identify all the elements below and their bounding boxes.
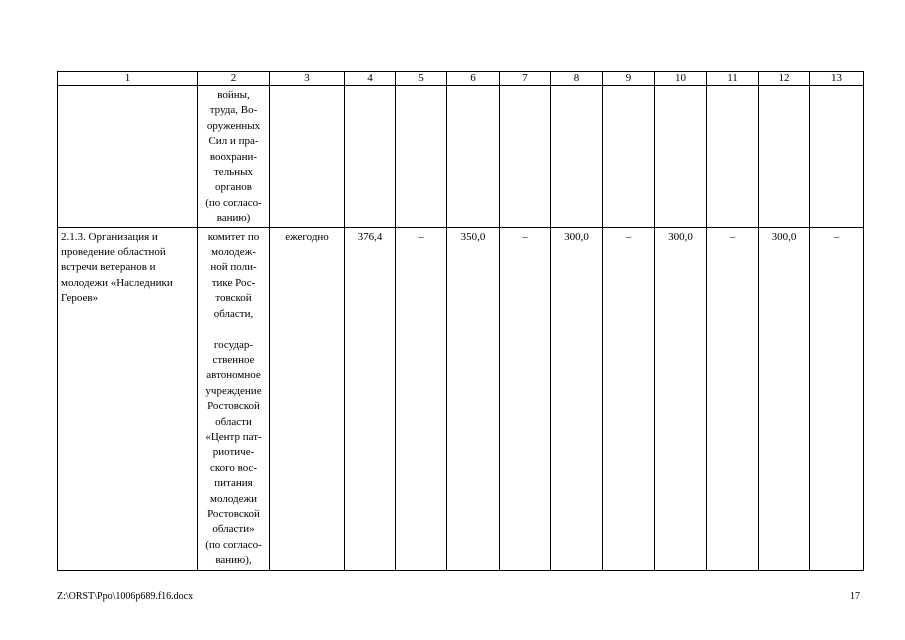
column-header: 9	[603, 72, 655, 86]
file-path: Z:\ORST\Ppo\1006p689.f16.docx	[57, 591, 194, 602]
column-header: 11	[707, 72, 759, 86]
value-cell: 376,4	[345, 227, 396, 570]
value-cell	[345, 86, 396, 228]
page-number: 17	[850, 591, 860, 602]
executor-cell: войны, труда, Во- оруженных Сил и пра- воохрани- тельных органов (по согласо- ванию)	[198, 86, 270, 228]
value-cell	[396, 86, 447, 228]
value-cell: 350,0	[447, 227, 500, 570]
column-header: 2	[198, 72, 270, 86]
column-header: 12	[759, 72, 810, 86]
term-cell	[270, 86, 345, 228]
value-cell	[500, 86, 551, 228]
value-cell	[655, 86, 707, 228]
value-cell	[759, 86, 810, 228]
column-header: 4	[345, 72, 396, 86]
table-row	[58, 86, 864, 228]
term-cell: ежегодно	[270, 227, 345, 570]
activity-cell	[58, 86, 198, 228]
value-cell: –	[603, 227, 655, 570]
column-header: 5	[396, 72, 447, 86]
value-cell: –	[500, 227, 551, 570]
column-header: 6	[447, 72, 500, 86]
value-cell	[707, 86, 759, 228]
activity-cell: 2.1.3. Организация и проведение областной встречи ветеранов и молодежи «Наследники Героев»	[58, 227, 198, 570]
value-cell	[551, 86, 603, 228]
table-row	[58, 227, 864, 570]
column-header: 7	[500, 72, 551, 86]
column-header: 3	[270, 72, 345, 86]
executor-cell: комитет по молодеж- ной поли- тике Рос- товской области, государ- ственное автономное учреждение Ростовской области «Центр пат- риотиче- ского вос- питания молодежи Ростовской области» (по согласо- ванию),	[198, 227, 270, 570]
value-cell	[447, 86, 500, 228]
value-cell: 300,0	[759, 227, 810, 570]
column-number-row	[58, 72, 864, 86]
value-cell: –	[810, 227, 864, 570]
column-header: 8	[551, 72, 603, 86]
program-table	[57, 71, 864, 571]
value-cell: –	[707, 227, 759, 570]
value-cell: –	[396, 227, 447, 570]
column-header: 10	[655, 72, 707, 86]
value-cell: 300,0	[655, 227, 707, 570]
column-header: 13	[810, 72, 864, 86]
column-header: 1	[58, 72, 198, 86]
value-cell: 300,0	[551, 227, 603, 570]
value-cell	[810, 86, 864, 228]
value-cell	[603, 86, 655, 228]
